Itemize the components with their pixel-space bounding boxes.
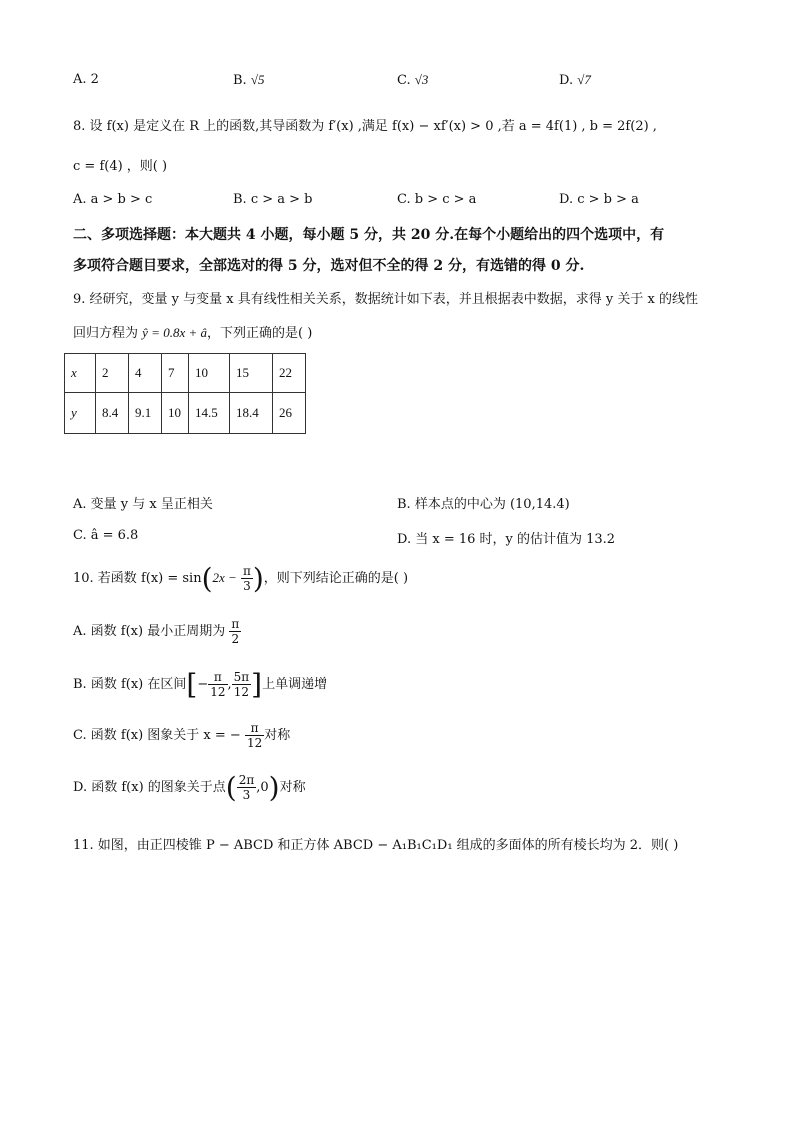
table-row-x — [65, 354, 306, 393]
table-cell: 18.4 — [230, 393, 273, 434]
q8-option-b: B. c > a > b — [233, 192, 313, 207]
q9-option-d: D. 当 x = 16 时，y 的估计值为 13.2 — [397, 532, 616, 547]
table-cell: 10 — [162, 393, 189, 434]
q9-options-row2 — [73, 528, 773, 548]
q8-option-c: C. b > c > a — [397, 192, 477, 207]
table-cell: 15 — [230, 354, 273, 393]
table-cell: x — [65, 354, 96, 393]
table-cell: 22 — [273, 354, 306, 393]
q10-option-a: A. 函数 f(x) 最小正周期为 $\frac{\pi}{2}$ — [73, 617, 240, 646]
q8-option-a: A. a > b > c — [73, 192, 153, 207]
table-cell: 26 — [273, 393, 306, 434]
fraction: $\frac{5\pi}{12}$ — [233, 670, 250, 699]
q7-option-c: C. √3 — [397, 72, 429, 88]
q7-option-b: B. √5 — [233, 72, 265, 88]
q9-data-table — [64, 353, 306, 434]
fraction: $\frac{2\pi}{3}$ — [238, 773, 255, 802]
q9-stem-line1: 9. 经研究，变量 y 与变量 x 具有线性相关关系，数据统计如下表，并且根据表中数据，求得 y 关于 x 的线性 — [73, 292, 698, 307]
fraction: $\frac{\pi}{3}$ — [242, 564, 251, 593]
regression-equation: ŷ = 0.8x + â — [142, 325, 207, 340]
q8-options — [73, 192, 773, 212]
table-cell: 9.1 — [129, 393, 162, 434]
q7-option-a: A. 2 — [73, 72, 99, 87]
q9-option-b: B. 样本点的中心为 (10,14.4) — [397, 497, 570, 512]
table-cell: y — [65, 393, 96, 434]
section2-heading-line2: 多项符合题目要求，全部选对的得 5 分，选对但不全的得 2 分，有选错的得 0 分. — [73, 258, 585, 274]
q10-option-d: D. 函数 f(x) 的图象关于点( $\frac{2\pi}{3}$ ,0)对称 — [73, 771, 306, 804]
q7-option-d: D. √7 — [559, 72, 591, 88]
table-cell: 4 — [129, 354, 162, 393]
table-cell: 2 — [96, 354, 129, 393]
q10-stem: 10. 若函数 f(x) = sin(2x − $\frac{\pi}{3}$ )，则下列结论正确的是( ) — [73, 562, 409, 595]
q8-option-d: D. c > b > a — [559, 192, 639, 207]
fraction: $\frac{\pi}{12}$ — [246, 721, 263, 750]
q10-option-c: C. 函数 f(x) 图象关于 x = − $\frac{\pi}{12}$ 对称 — [73, 721, 291, 750]
q9-option-c: C. â = 6.8 — [73, 528, 139, 543]
section2-heading-line1: 二、多项选择题：本大题共 4 小题，每小题 5 分，共 20 分.在每个小题给出的四个选项中，有 — [73, 227, 665, 243]
table-cell: 10 — [189, 354, 230, 393]
fraction: $\frac{\pi}{2}$ — [231, 617, 240, 646]
q8-stem-line2: c = f(4) ，则( ) — [73, 159, 168, 174]
q9-options-row1 — [73, 493, 773, 513]
table-cell: 8.4 — [96, 393, 129, 434]
table-cell: 14.5 — [189, 393, 230, 434]
table-cell: 7 — [162, 354, 189, 393]
table-row-y — [65, 393, 306, 434]
q9-option-a: A. 变量 y 与 x 呈正相关 — [73, 497, 213, 512]
q7-options — [73, 72, 773, 92]
q9-stem-line2: 回归方程为 ŷ = 0.8x + â，下列正确的是( ) — [73, 325, 313, 341]
q8-stem-line1: 8. 设 f(x) 是定义在 R 上的函数,其导函数为 f′(x) ,满足 f(x) − xf′(x) > 0 ,若 a = 4f(1) , b = 2f(2) , — [73, 119, 657, 134]
q11-stem: 11. 如图，由正四棱锥 P − ABCD 和正方体 ABCD − A₁B₁C₁D₁ 组成的多面体的所有棱长均为 2．则( ) — [73, 838, 679, 853]
q10-option-b: B. 函数 f(x) 在区间[− $\frac{\pi}{12}$ , $\frac{5\pi}{12}$ ]上单调递增 — [73, 668, 328, 701]
fraction: $\frac{\pi}{12}$ — [210, 670, 226, 699]
